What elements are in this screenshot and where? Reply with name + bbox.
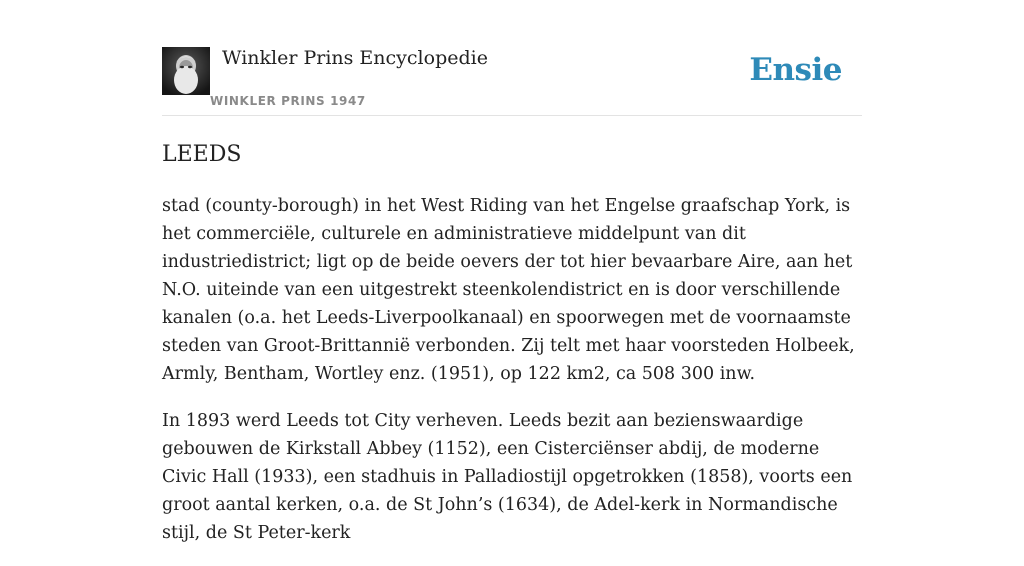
entry-paragraph: stad (county-borough) in het West Riding van het Engelse graafschap York, is het commerciële, culturele en administratieve middelpunt van dit industriedistrict; ligt op de beide oevers der tot hier bevaarbare Aire, aan het N.O. uiteinde van een uitgestrekt steenkolendistrict en is door verschillende kanalen (o.a. het Leeds-Liverpoolkanaal) en spoorwegen met de voornaamste steden van Groot-Brittannië verbonden. Zij telt met haar voorsteden Holbeek, Armly, Bentham, Wortley enz. (1951), op 122 km2, ca 508 300 inw.: [162, 196, 855, 384]
page-title: LEEDS: [162, 142, 242, 167]
page-header: [162, 44, 862, 116]
entry-paragraph: In 1893 werd Leeds tot City verheven. Leeds bezit aan bezienswaardige gebouwen de Kirkstall Abbey (1152), een Cisterciënser abdij, de moderne Civic Hall (1933), een stadhuis in Palladiostijl opgetrokken (1858), voorts een groot aantal kerken, o.a. de St John’s (1634), de Adel-kerk in Normandische stijl, de St Peter-kerk: [162, 411, 853, 543]
portrait-photo-icon: [162, 47, 210, 95]
avatar[interactable]: [162, 47, 210, 95]
brand-logo-link[interactable]: Ensie: [749, 52, 842, 88]
source-title[interactable]: Winkler Prins Encyclopedie: [222, 47, 488, 69]
entry-body: [162, 192, 862, 566]
edition-label: WINKLER PRINS 1947: [210, 94, 366, 108]
